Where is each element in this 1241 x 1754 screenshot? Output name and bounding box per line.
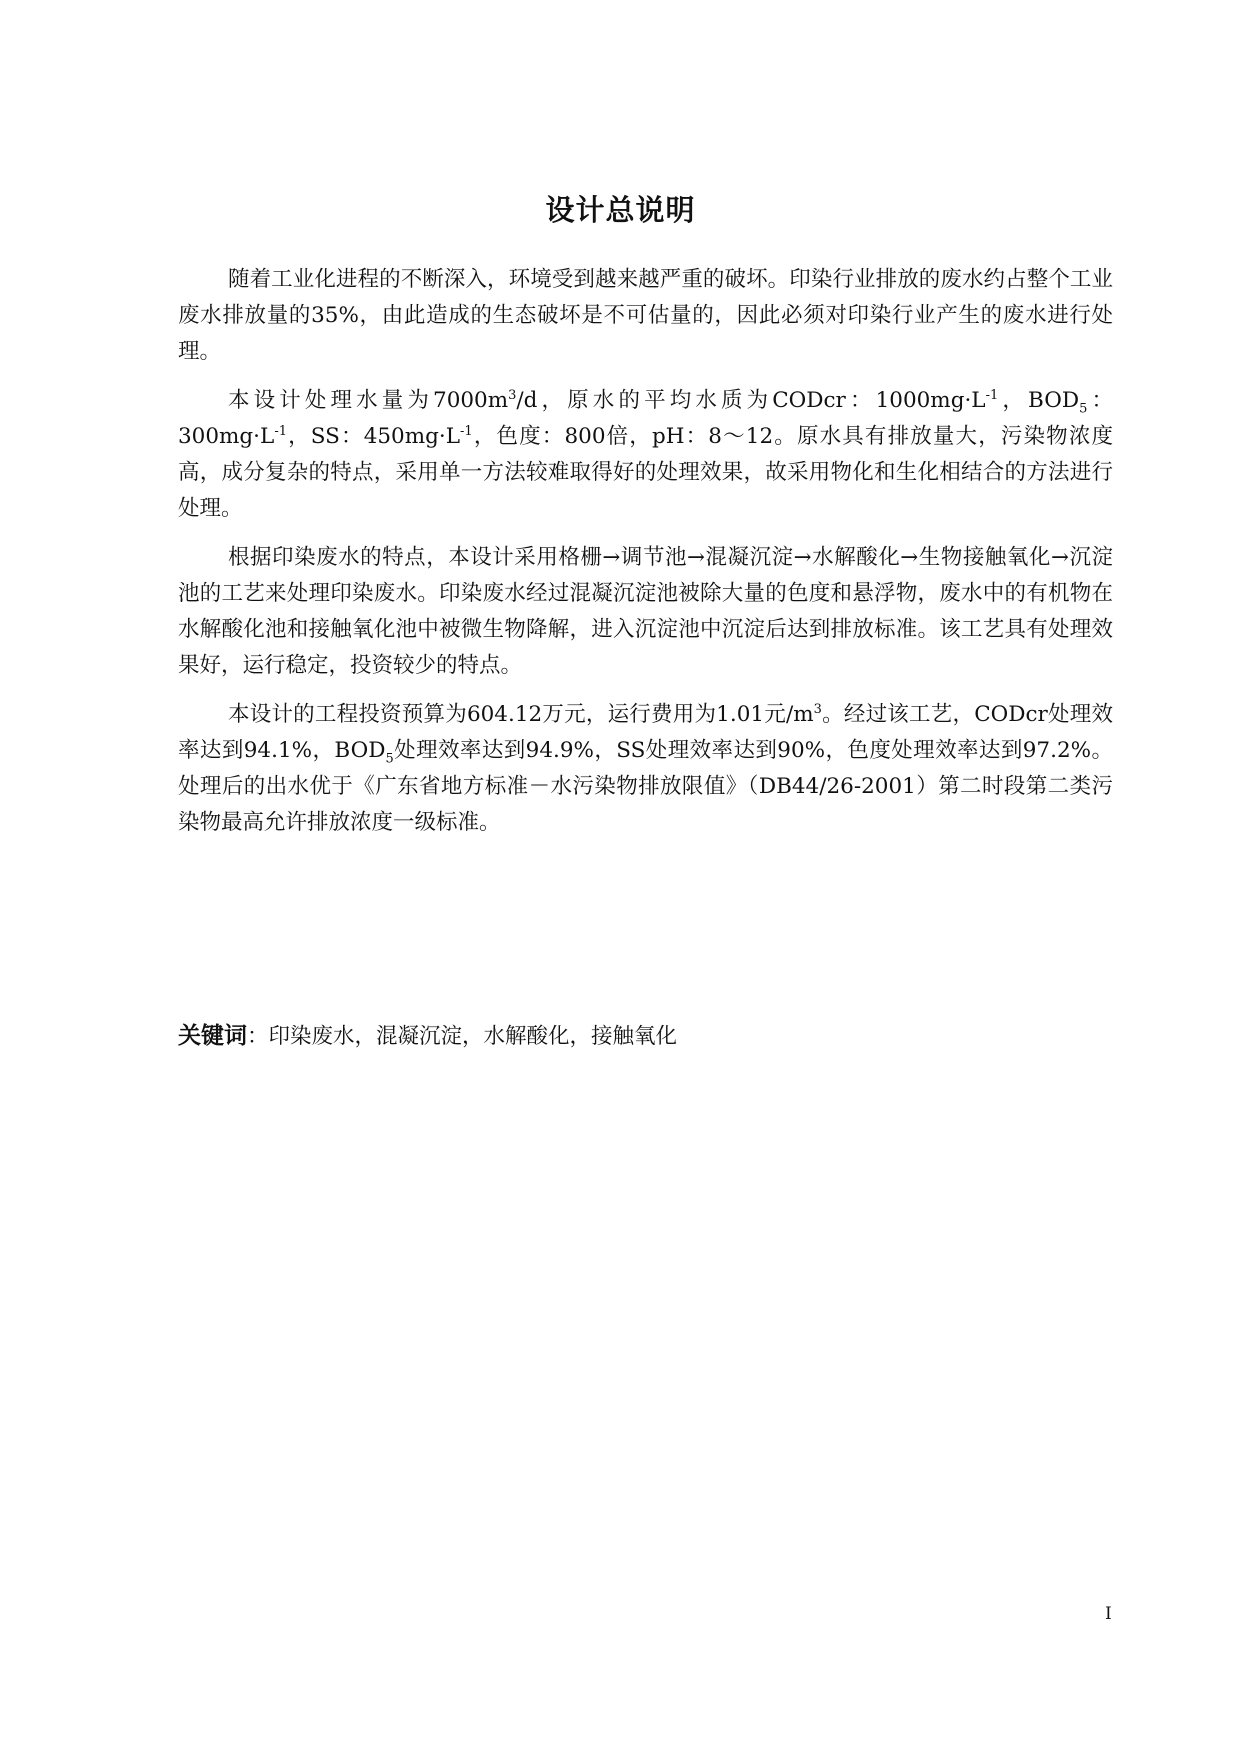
paragraph-text: /d，原水的平均水质为CODcr：1000mg·L xyxy=(516,388,986,413)
keywords-text: 印染废水，混凝沉淀，水解酸化，接触氧化 xyxy=(268,1024,678,1049)
superscript-text: -1 xyxy=(985,387,999,403)
superscript-text: 3 xyxy=(508,387,517,403)
paragraph-text: 本设计处理水量为7000m xyxy=(228,388,509,413)
summary-paragraph xyxy=(178,697,1113,841)
paragraph-text: 本设计的工程投资预算为604.12万元，运行费用为1.01元/m xyxy=(228,702,814,727)
paragraph-text: ，SS：450mg·L xyxy=(286,424,460,449)
paragraph-text: 根据印染废水的特点，本设计采用格栅→调节池→混凝沉淀→水解酸化→生物接触氧化→沉淀池的工艺来处理印染废水。印染废水经过混凝沉淀池被除大量的色度和悬浮物，废水中的有机物在水解酸化池和接触氧化池中被微生物降解，进入沉淀池中沉淀后达到排放标准。该工艺具有处理效果好，运行稳定，投资较少的特点。 xyxy=(178,545,1113,678)
paragraph-text: ：300mg·L xyxy=(178,388,1113,449)
keywords-line xyxy=(178,1018,1113,1055)
page-title: 设计总说明 xyxy=(545,193,696,227)
superscript-text: 3 xyxy=(813,701,822,717)
paragraph-text: 。经过该工艺，CODcr处理效率达到94.1%，BOD xyxy=(178,702,1114,763)
superscript-text: -1 xyxy=(460,423,473,439)
summary-paragraph xyxy=(178,540,1113,684)
summary-body xyxy=(178,262,1113,854)
summary-paragraph xyxy=(178,383,1113,527)
summary-paragraph xyxy=(178,262,1113,370)
subscript-text: 5 xyxy=(385,751,394,767)
keywords-label: 关键词 xyxy=(178,1023,247,1049)
paragraph-text: ，BOD xyxy=(998,388,1080,413)
subscript-text: 5 xyxy=(1079,401,1088,417)
page-number: I xyxy=(1105,1604,1112,1624)
paragraph-text: 处理效率达到94.9%，SS处理效率达到90%，色度处理效率达到97.2%。处理后的出水优于《广东省地方标准－水污染物排放限值》（DB44/26-2001）第二时段第二类污染物最高允许排放浓度一级标准。 xyxy=(178,738,1113,835)
paragraph-text: ，色度：800倍，pH：8～12。原水具有排放量大，污染物浓度高，成分复杂的特点，采用单一方法较难取得好的处理效果，故采用物化和生化相结合的方法进行处理。 xyxy=(178,424,1113,521)
keywords-separator: ： xyxy=(247,1024,269,1049)
paragraph-text: 随着工业化进程的不断深入，环境受到越来越严重的破坏。印染行业排放的废水约占整个工业废水排放量的35%，由此造成的生态破坏是不可估量的，因此必须对印染行业产生的废水进行处理。 xyxy=(178,267,1113,364)
superscript-text: -1 xyxy=(274,423,287,439)
